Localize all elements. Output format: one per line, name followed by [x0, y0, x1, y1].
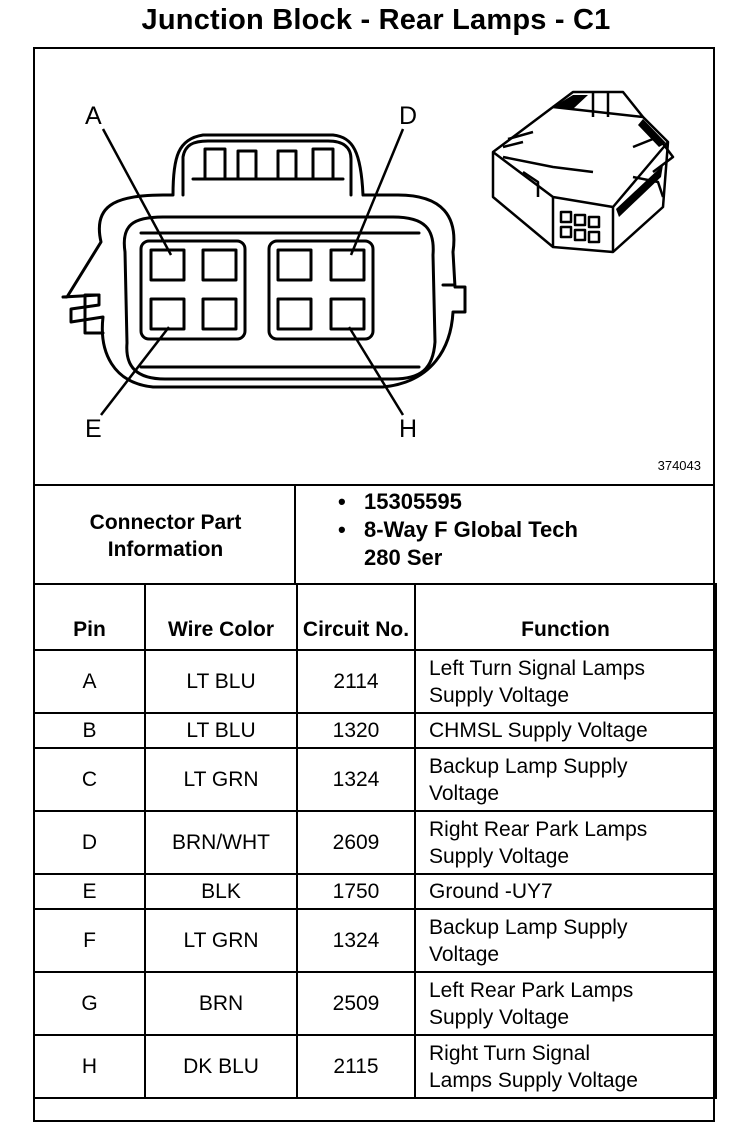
wire-color-cell: LT GRN	[145, 909, 297, 972]
pin-callout-a: A	[85, 102, 102, 130]
circuit-cell: 1750	[297, 874, 415, 909]
table-header-row	[34, 584, 716, 650]
function-line: Supply Voltage	[429, 844, 570, 868]
function-line: Voltage	[429, 781, 500, 805]
table-row	[34, 874, 716, 909]
wire-color-cell: DK BLU	[145, 1035, 297, 1098]
connector-info-item	[338, 488, 708, 516]
function-line: Backup Lamp Supply	[429, 754, 628, 778]
table-row	[34, 650, 716, 713]
pin-cell: H	[34, 1035, 145, 1098]
pin-cell: B	[34, 713, 145, 748]
connector-info-list	[338, 488, 708, 572]
connector-info-item	[338, 516, 708, 572]
column-header-function	[415, 584, 716, 650]
function-line: CHMSL Supply Voltage	[429, 719, 648, 742]
pin-callout-d: D	[399, 102, 418, 130]
function-cell	[415, 874, 716, 909]
pin-cell: A	[34, 650, 145, 713]
circuit-cell: 1324	[297, 748, 415, 811]
wire-color-cell: BRN/WHT	[145, 811, 297, 874]
function-line: Supply Voltage	[429, 1005, 570, 1029]
header-text: Circuit	[302, 618, 370, 641]
pin-callout-e: E	[85, 415, 102, 443]
table-row	[34, 748, 716, 811]
column-header-circuit	[297, 584, 415, 650]
table-row	[34, 1035, 716, 1098]
pin-cell: G	[34, 972, 145, 1035]
function-cell	[415, 811, 716, 874]
connector-series: 280 Ser	[364, 545, 443, 570]
function-line: Left Rear Park Lamps	[429, 978, 634, 1002]
table-row	[34, 811, 716, 874]
pin-cell: C	[34, 748, 145, 811]
column-header-wire-color	[145, 584, 297, 650]
circuit-cell: 2115	[297, 1035, 415, 1098]
function-cell	[415, 909, 716, 972]
header-text: Wire	[168, 618, 214, 641]
wire-color-cell: BRN	[145, 972, 297, 1035]
function-line: Voltage	[429, 942, 500, 966]
table-row	[34, 909, 716, 972]
header-text: Pin	[73, 618, 106, 641]
pin-callout-labels	[33, 47, 715, 485]
wire-color-cell: LT GRN	[145, 748, 297, 811]
circuit-cell: 1324	[297, 909, 415, 972]
connector-diagram	[33, 47, 715, 485]
wire-color-cell: BLK	[145, 874, 297, 909]
pin-cell: E	[34, 874, 145, 909]
header-text: Function	[521, 618, 610, 641]
circuit-cell: 2609	[297, 811, 415, 874]
function-cell	[415, 650, 716, 713]
function-line: Left Turn Signal Lamps	[429, 656, 645, 680]
connector-info-label-line: Information	[107, 537, 224, 561]
function-cell	[415, 748, 716, 811]
function-line: Right Rear Park Lamps	[429, 817, 648, 841]
figure-number: 374043	[657, 458, 701, 473]
circuit-cell: 2509	[297, 972, 415, 1035]
pin-table-body	[34, 650, 716, 1098]
function-cell	[415, 972, 716, 1035]
circuit-cell: 2114	[297, 650, 415, 713]
circuit-cell: 1320	[297, 713, 415, 748]
function-cell	[415, 713, 716, 748]
page-title: Junction Block - Rear Lamps - C1	[141, 4, 611, 36]
pin-cell: D	[34, 811, 145, 874]
wire-color-cell: LT BLU	[145, 650, 297, 713]
header-text: Color	[219, 618, 274, 641]
wire-color-cell: LT BLU	[145, 713, 297, 748]
pin-cell: F	[34, 909, 145, 972]
function-line: Ground -UY7	[429, 880, 553, 903]
connector-info-label-line: Connector Part	[89, 510, 242, 534]
function-line: Backup Lamp Supply	[429, 915, 628, 939]
divider	[33, 484, 715, 486]
column-header-pin	[34, 584, 145, 650]
function-line: Lamps Supply Voltage	[429, 1068, 638, 1092]
table-row	[34, 713, 716, 748]
function-cell	[415, 1035, 716, 1098]
pin-callout-h: H	[399, 415, 418, 443]
function-line: Supply Voltage	[429, 683, 570, 707]
function-line: Right Turn Signal	[429, 1041, 591, 1065]
connector-info-label	[36, 488, 295, 583]
table-row	[34, 972, 716, 1035]
pin-table	[33, 583, 717, 1099]
connector-type: • 8-Way F Global Tech	[364, 517, 578, 542]
header-text: No.	[375, 618, 410, 641]
part-number: • 15305595	[364, 489, 462, 514]
